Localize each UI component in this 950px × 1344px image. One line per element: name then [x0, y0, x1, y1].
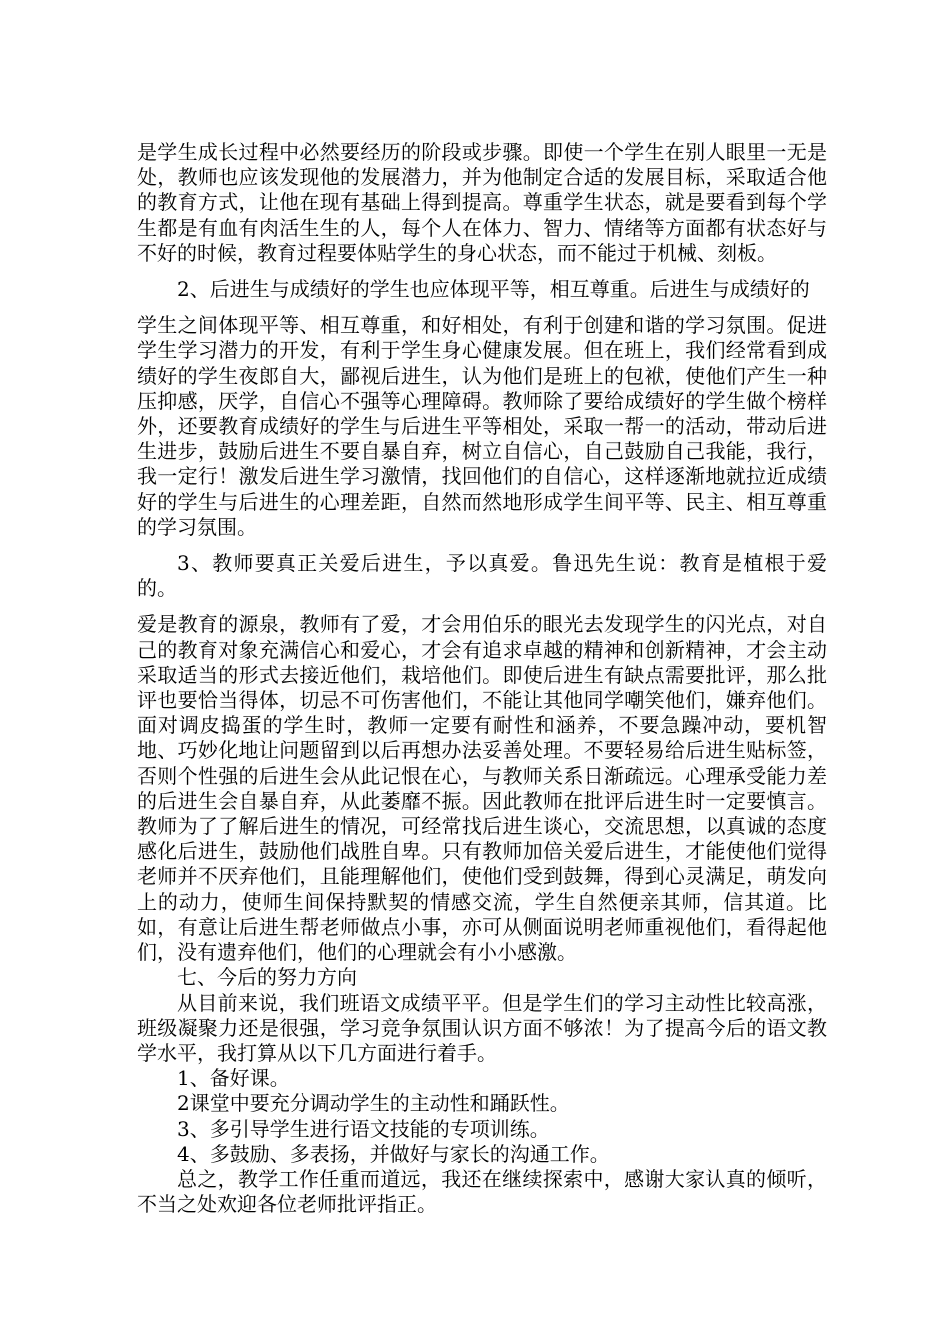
paragraph-student-growth: 是学生成长过程中必然要经历的阶段或步骤。即使一个学生在别人眼里一无是处，教师也应该发现他的发展潜力，并为他制定合适的发展目标，采取适合他的教育方式，让他在现有基础上得到提高。尊重学生状态，就是要看到每个学生都是有血有肉活生生的人，每个人在体力、智力、情绪等方面都有状态好与不好的时候，教育过程要体贴学生的身心状态，而不能过于机械、刻板。: [137, 140, 827, 265]
paragraph-equality: 学生之间体现平等、相互尊重，和好相处，有利于创建和谐的学习氛围。促进学生学习潜力的开发，有利于学生身心健康发展。但在班上，我们经常看到成绩好的学生夜郎自大，鄙视后进生，认为他们是班上的包袱，使他们产生一种压抑感，厌学，自信心不强等心理障碍。教师除了要给成绩好的学生做个榜样外，还要教育成绩好的学生与后进生平等相处，采取一帮一的活动，带动后进生进步，鼓励后进生不要自暴自弃，树立自信心，自己鼓励自己我能，我行，我一定行！激发后进生学习激情，找回他们的自信心，这样逐渐地就拉近成绩好的学生与后进生的心理差距，自然而然地形成学生间平等、民主、相互尊重的学习氛围。: [137, 313, 827, 539]
section-heading-future-direction: 七、今后的努力方向: [177, 965, 357, 990]
paragraph-heading-2: 2、后进生与成绩好的学生也应体现平等，相互尊重。后进生与成绩好的: [177, 277, 810, 302]
document-body: [137, 140, 827, 1217]
list-item-3: 3、多引导学生进行语文技能的专项训练。: [177, 1116, 550, 1141]
list-item-4: 4、多鼓励、多表扬，并做好与家长的沟通工作。: [177, 1141, 610, 1166]
paragraph-current-status: 从目前来说，我们班语文成绩平平。但是学生们的学习主动性比较高涨，班级凝聚力还是很强，学习竞争氛围认识方面不够浓！为了提高今后的语文教学水平，我打算从以下几方面进行着手。: [137, 990, 827, 1065]
list-item-2: 2课堂中要充分调动学生的主动性和踊跃性。: [177, 1091, 570, 1116]
list-item-1: 1、备好课。: [177, 1066, 290, 1091]
paragraph-love: 爱是教育的源泉，教师有了爱，才会用伯乐的眼光去发现学生的闪光点，对自己的教育对象充满信心和爱心，才会有追求卓越的精神和创新精神，才会主动采取适当的形式去接近他们，栽培他们。即使后进生有缺点需要批评，那么批评也要恰当得体，切忌不可伤害他们，不能让其他同学嘲笑他们，嫌弃他们。面对调皮捣蛋的学生时，教师一定要有耐性和涵养，不要急躁冲动，要机智地、巧妙化地让问题留到以后再想办法妥善处理。不要轻易给后进生贴标签，否则个性强的后进生会从此记恨在心，与教师关系日渐疏远。心理承受能力差的后进生会自暴自弃，从此萎靡不振。因此教师在批评后进生时一定要慎言。教师为了了解后进生的情况，可经常找后进生谈心，交流思想，以真诚的态度感化后进生，鼓励他们战胜自卑。只有教师加倍关爱后进生，才能使他们觉得老师并不厌弃他们，且能理解他们，使他们受到鼓舞，得到心灵满足，萌发向上的动力，使师生间保持默契的情感交流，学生自然便亲其师，信其道。比如，有意让后进生帮老师做点小事，亦可从侧面说明老师重视他们，看得起他们，没有遗弃他们，他们的心理就会有小小感激。: [137, 612, 827, 965]
paragraph-heading-3: 3、教师要真正关爱后进生，予以真爱。鲁迅先生说：教育是植根于爱的。: [137, 551, 827, 601]
paragraph-conclusion: 总之，教学工作任重而道远，我还在继续探索中，感谢大家认真的倾听，不当之处欢迎各位老师批评指正。: [137, 1166, 827, 1217]
